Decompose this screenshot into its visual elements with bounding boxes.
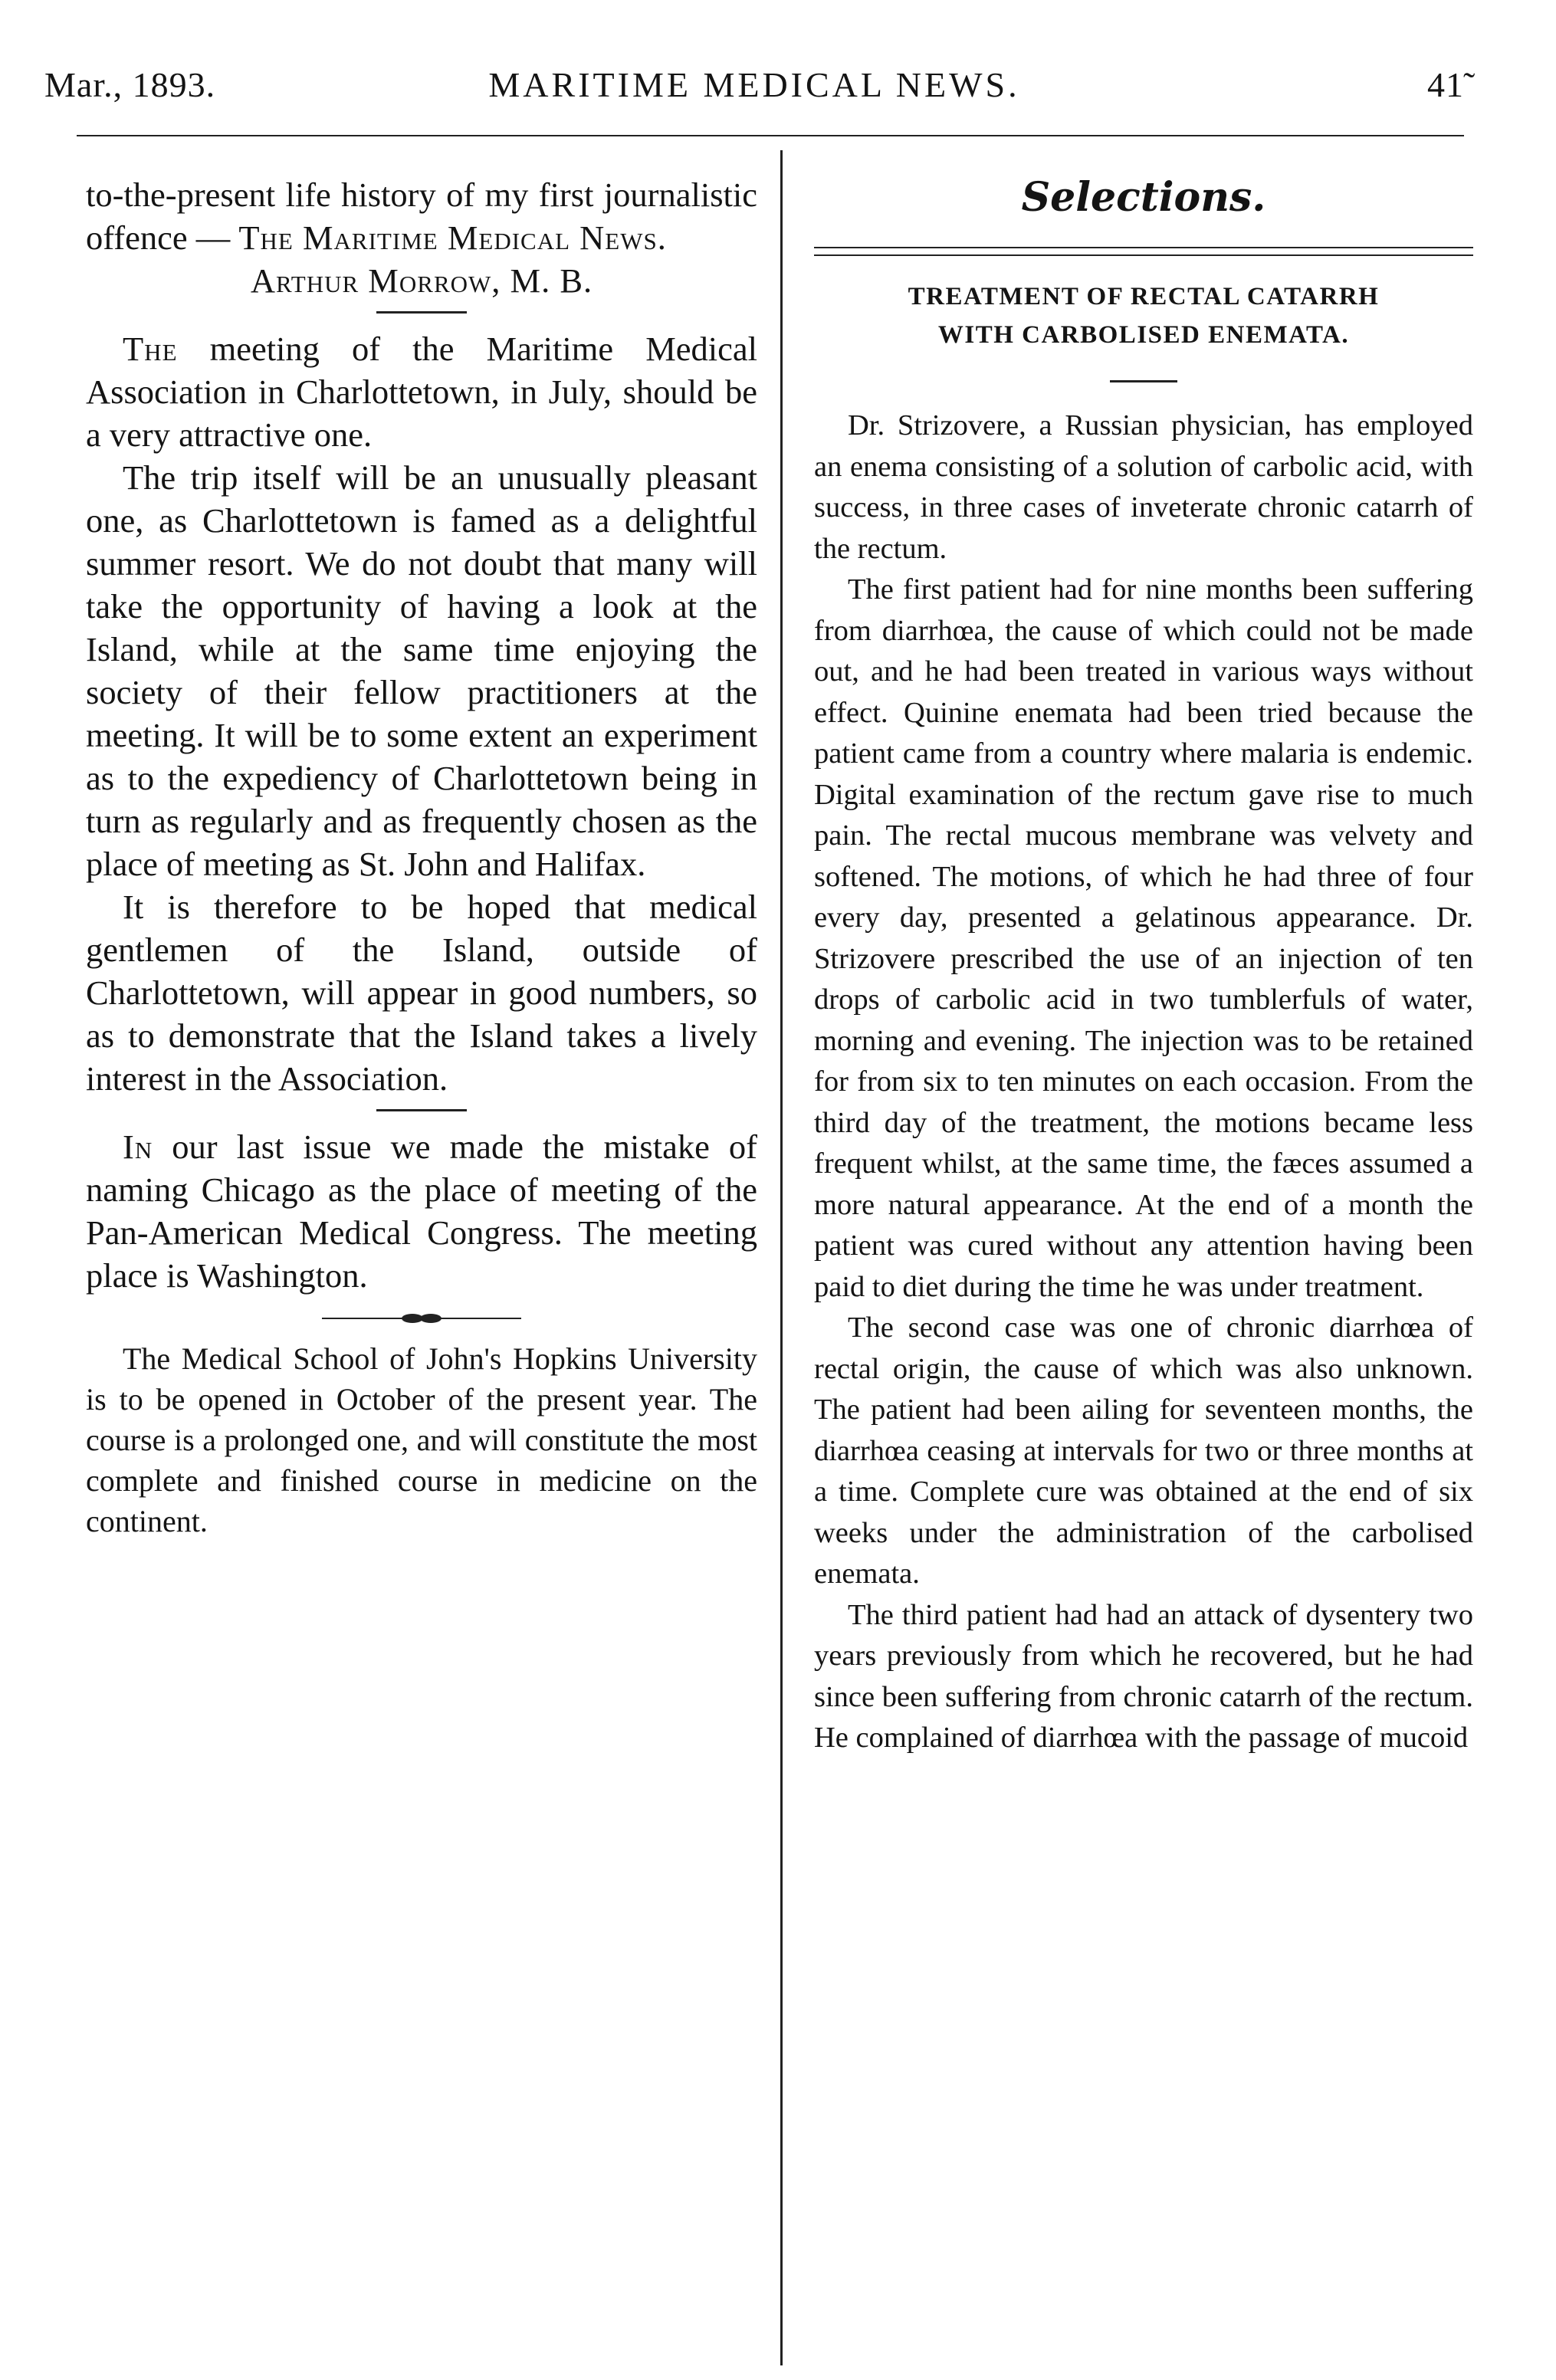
article-paragraph: The second case was one of chronic diarrhœa of rectal origin, the cause of which was also unknown. The patient had been ailing for seventeen months, the diarrhœa ceasing at intervals for two or three months at a time. Complete cure was obtained at the end of six weeks under the administration of the carbolised enemata.: [814, 1311, 1473, 1590]
journal-title: MARITIME MEDICAL NEWS.: [488, 65, 1020, 104]
running-head: [44, 64, 1464, 118]
page-number: [1427, 64, 1464, 105]
meeting-p1-text: meeting of the Maritime Medical Association in Charlottetown, in July, should be a very attractive one.: [86, 330, 757, 454]
meeting-article: [86, 327, 757, 1100]
article-paragraph: Dr. Strizovere, a Russian physician, has employed an enema consisting of a solution of carbolic acid, with success, in three cases of inveterate chronic catarrh of the rectum.: [814, 409, 1473, 565]
meeting-paragraph-3: It is therefore to be hoped that medical gentlemen of the Island, outside of Charlottetown, will appear in good numbers, so as to demonstrate that the Island takes a lively interest in the Association.: [86, 888, 757, 1098]
correction-text: our last issue we made the mistake of naming Chicago as the place of meeting of the Pan-American Medical Congress. The meeting place is Washington.: [86, 1128, 757, 1295]
medical-school-paragraph: The Medical School of John's Hopkins University is to be opened in October of the present year. The course is a prolonged one, and will constitute the most complete and finished course in medicine on the continent.: [86, 1341, 757, 1538]
correction-paragraph: [86, 1125, 757, 1297]
section-divider: [376, 311, 467, 314]
journal-name: The Maritime Medical News: [238, 218, 658, 257]
correction-lead-word: In: [123, 1128, 153, 1166]
medical-school-note: [86, 1338, 757, 1541]
section-divider: [376, 1109, 467, 1111]
author-signature: Arthur Morrow, M. B.: [250, 261, 593, 300]
article-paragraph: The first patient had for nine months been suffering from diarrhœa, the cause of which could not be made out, and he had been treated in various ways without effect. Quinine enemata had been tried because the patient came from a country where malaria is endemic. Digital examination of the rectum gave rise to much pain. The rectal mucous membrane was velvety and softened. The motions, of which he had three of four every day, presented a gelatinous appearance. Dr. Strizovere prescribed the use of an injection of ten drops of carbolic acid in two tumblerfuls of water, morning and evening. The injection was to be retained for from six to ten minutes on each occasion. From the third day of the treatment, the motions became less frequent whilst, at the same time, the fæces assumed a more natural appearance. At the end of a month the patient was cured without any attention having been paid to diet during the time he was under treatment.: [814, 573, 1473, 1303]
meeting-lead-word: The: [123, 330, 178, 368]
article-title: [814, 277, 1473, 354]
section-heading: Selections.: [1021, 174, 1266, 221]
ornament-divider: [322, 1311, 521, 1326]
meeting-paragraph-1: [86, 327, 757, 456]
title-divider: [1110, 380, 1177, 382]
article-body: [814, 405, 1473, 1759]
article-paragraph: The third patient had had an attack of dysentery two years previously from which he recovered, but he had since been suffering from chronic catarrh of the rectum. He complained of diarrhœa with the passage of mucoid: [814, 1598, 1473, 1754]
meeting-paragraph-2: The trip itself will be an unusually pleasant one, as Charlottetown is famed as a delightful summer resort. We do not doubt that many will take the opportunity of having a look at the Island, while at the same time enjoying the society of their fellow practitioners at the meeting. It will be to some extent an experiment as to the expediency of Charlottetown being in turn as regularly and as frequently chosen as the place of meeting as St. John and Halifax.: [86, 458, 757, 883]
intro-paragraph: [86, 173, 757, 259]
page-number-digits: 41: [1427, 65, 1464, 104]
intro-end: .: [657, 218, 666, 257]
article-title-line-1: TREATMENT OF RECTAL CATARRH: [908, 283, 1380, 310]
right-column: [814, 173, 1473, 1759]
double-rule: [814, 247, 1473, 256]
column-rule: [780, 150, 783, 2365]
issue-date: Mar., 1893.: [44, 65, 216, 104]
article-title-line-2: WITH CARBOLISED ENEMATA.: [937, 321, 1350, 349]
correction-note: [86, 1125, 757, 1297]
header-rule: [77, 135, 1464, 136]
intro-text: to-the-present life history of my first journalistic offence —: [86, 176, 757, 257]
editorial-intro: [86, 173, 757, 259]
left-column: [86, 173, 757, 1541]
